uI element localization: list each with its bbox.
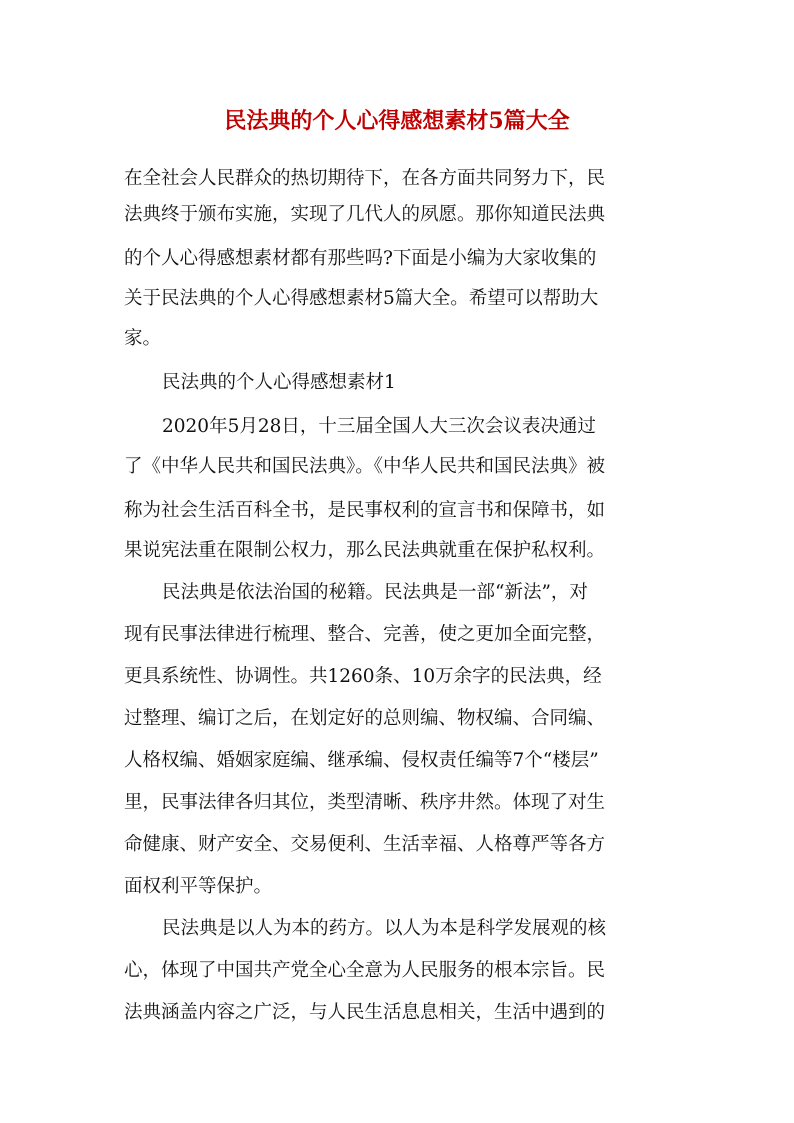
paragraph-line: 民法典是以人为本的药方。以人为本是科学发展观的核 — [162, 918, 607, 939]
paragraph-line: 称为社会生活百科全书，是民事权利的宣言书和保障书，如 — [124, 500, 606, 521]
paragraph-line: 法典终于颁布实施，实现了几代人的夙愿。那你知道民法典 — [124, 204, 606, 225]
paragraph-line: 家。 — [124, 328, 162, 349]
paragraph-line: 面权利平等保护。 — [124, 876, 273, 897]
paragraph-line: 民法典是依法治国的秘籍。民法典是一部“新法”，对 — [162, 582, 588, 603]
paragraph-line: 现有民事法律进行梳理、整合、完善，使之更加全面完整， — [124, 624, 606, 645]
section-heading: 民法典的个人心得感想素材1 — [162, 372, 396, 393]
paragraph-line: 更具系统性、协调性。共1260条、10万余字的民法典，经 — [124, 666, 602, 687]
document-title: 民法典的个人心得感想素材5篇大全 — [224, 108, 570, 134]
paragraph-line: 法典涵盖内容之广泛，与人民生活息息相关，生活中遇到的 — [124, 1002, 606, 1023]
paragraph-line: 命健康、财产安全、交易便利、生活幸福、人格尊严等各方 — [124, 834, 606, 855]
paragraph-line: 果说宪法重在限制公权力，那么民法典就重在保护私权利。 — [124, 540, 606, 561]
paragraph-line: 了《中华人民共和国民法典》。《中华人民共和国民法典》被 — [124, 456, 606, 477]
paragraph-line: 人格权编、婚姻家庭编、继承编、侵权责任编等7个“楼层” — [124, 750, 599, 771]
paragraph-line: 关于民法典的个人心得感想素材5篇大全。希望可以帮助大 — [124, 288, 599, 309]
paragraph-line: 在全社会人民群众的热切期待下，在各方面共同努力下，民 — [124, 168, 606, 189]
paragraph-line: 过整理、编订之后，在划定好的总则编、物权编、合同编、 — [124, 708, 606, 729]
paragraph-line: 里，民事法律各归其位，类型清晰、秩序井然。体现了对生 — [124, 792, 606, 813]
paragraph-line: 的个人心得感想素材都有那些吗?下面是小编为大家收集的 — [124, 248, 597, 269]
paragraph-line: 2020年5月28日，十三届全国人大三次会议表决通过 — [162, 416, 596, 437]
paragraph-line: 心，体现了中国共产党全心全意为人民服务的根本宗旨。民 — [124, 960, 606, 981]
